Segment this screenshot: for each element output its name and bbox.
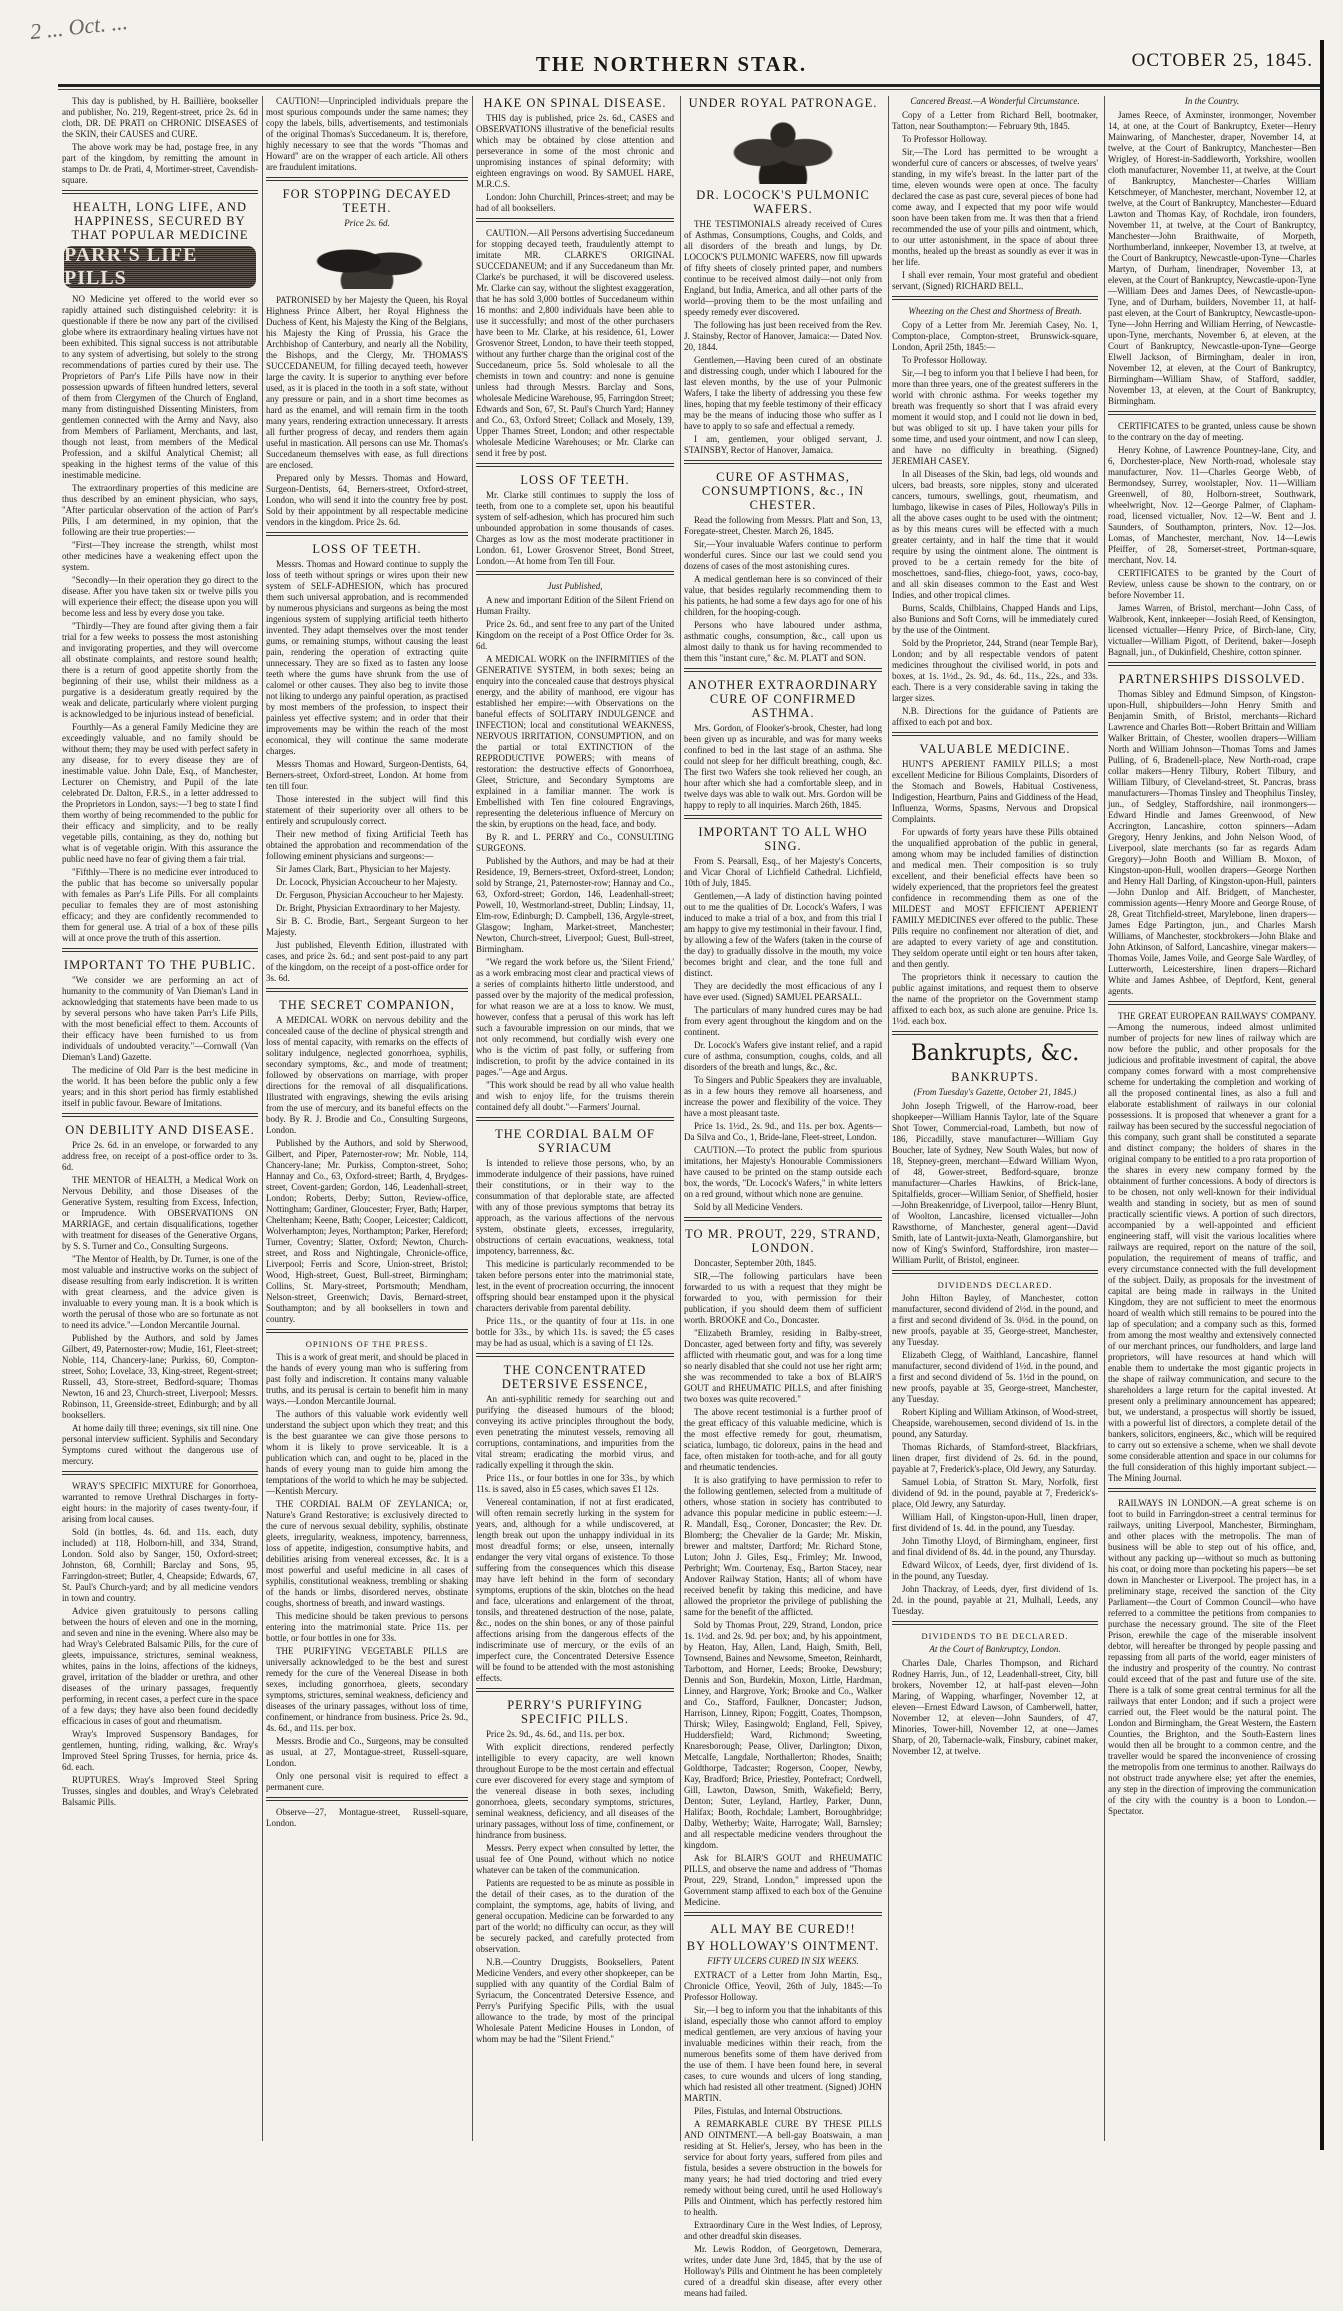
article-paragraph: Price 2s. 6d., and sent free to any part of the United Kingdom on the receipt of a Post Office Order for 3s. 6d. [476, 619, 674, 651]
article-note: (From Tuesday's Gazette, October 21, 1845.) [913, 1087, 1077, 1097]
article [684, 460, 882, 664]
article-heading: PARTNERSHIPS DISSOLVED. [1118, 672, 1306, 686]
article [476, 1688, 674, 2045]
article-heading: LOSS OF TEETH. [520, 473, 630, 487]
article-subheading: BANKRUPTS. [951, 1070, 1039, 1084]
article-paragraph: This medicine is particularly recommended to be taken before persons enter into the matrimonial state, lest, in the event of procreation occurring, the innocent offspring should bear enstamped upon it the physical characters derivable from parental debility. [476, 1259, 674, 1313]
article-paragraph: The extraordinary properties of this medicine are thus described by an eminent physician, who says, "After particular observation of the action of Parr's Pills, I am determined, in my opinion, that the following are their true properties:— [62, 483, 258, 537]
article-paragraph: Dr. Locock's Wafers give instant relief, and a rapid cure of asthma, consumption, coughs, colds, and all disorders of the breath and lungs, &c., &c. [684, 1040, 882, 1072]
article-paragraph: John Thackray, of Leeds, dyer, first dividend of 1s. 2d. in the pound, payable at 21, Mulhall, Leeds, any Tuesday. [892, 1584, 1098, 1616]
article [476, 1117, 674, 1349]
column-2 [266, 96, 468, 1831]
article-separator [892, 1031, 1098, 1035]
article-paragraph: Thomas Sibley and Edmund Simpson, of Kingston-upon-Hull, shipbuilders—John Henry Smith and Benjamin Smith, of Bristol, merchants—Richard Lawrence and Charles Bott—Robert Brittain and William Walker Brittain, of Chester, woollen drapers—William North and William Johnson—Thomas Toms and James Pulling, of 6, Bradenell-place, New North-road, crape collar makers—Henry Tilbury, Robert Tilbury, and William Tilbury, of Cleveland-street, St. Pancras, brass manufacturers—Thomas Tinsley and Theophilus Tinsley, jun., of Sedgley, Staffordshire, nail ironmongers—Edward Hindle and James Greenwood, of New Accrington, Lancashire, cotton spinners—Adam Gregory, Henry Jenkins, and John Nelson Wood, of Liverpool, slate merchants (so far as regards Adam Gregory)—John Booth and William B. Moxon, of Kingston-upon-Hull, woollen drapers—George Northen and Henry Hall Darling, of Kingston-upon-Hull, painters—John Dunlop and Alf. Bridgett, of Manchester, commission agents—Henry Moore and George Rouse, of 28, Great Titchfield-street, Marylebone, linen drapers—James Edge Partington, jun., and Charles Marsh Williams, of Manchester, stockbrokers—John Blake and John Atkinson, of Salford, Lancashire, vinegar makers—Thomas Voile, James Voile, and George Sale Wardley, of Lutterworth, Leicestershire, linen drapers—Richard White and James Ashbee, of Deptford, Kent, general agents. [1108, 689, 1316, 996]
article [892, 1270, 1098, 1617]
article-separator [684, 1912, 882, 1916]
article-paragraph: THE PURIFYING VEGETABLE PILLS are universally acknowledged to be the best and surest remedy for the cure of the Venereal Disease in both sexes, including gonorrhoea, gleets, secondary symptoms, strictures, seminal weakness, deficiency and diseases of the urinary passages, without loss of time, confinement, or hindrance from business. Price 2s. 9d., 4s. 6d., and 11s. per box. [266, 1646, 468, 1733]
article-paragraph: Only one personal visit is required to effect a permanent cure. [266, 1771, 468, 1792]
article-paragraph: Mrs. Gordon, of Flooker's-brook, Chester, had long been given up as incurable, and was for many weeks confined to bed in the last stage of an asthma. She could not sleep for her difficult breathing, cough, &c. The first two Wafers she took relieved her cough, an hour after which she had a comfortable sleep, and in twelve days was able to walk out. Mrs. Gordon will be happy to reply to all inquiries. March 26th, 1845. [684, 723, 882, 810]
article-paragraph: A new and important Edition of the Silent Friend on Human Frailty. [476, 595, 674, 616]
article-paragraph: A REMARKABLE CURE BY THESE PILLS AND OINTMENT.—A bell-gay Boatswain, a man residing at St. Helier's, Jersey, who has been in the service for about forty years, suffered from piles and fistula, besides a severe obstruction in the bowels for many years; he had tried doctoring and tried every remedy without being cured, until he used Holloway's Pills and Ointment, which has perfectly restored him to health. [684, 2119, 882, 2217]
article [1108, 1488, 1316, 1817]
article-separator [476, 218, 674, 222]
column-divider [888, 96, 889, 2141]
article-paragraph: WRAY'S SPECIFIC MIXTURE for Gonorrhoea, warranted to remove Urethral Discharges in forty-eight hours: in the majority of cases twenty-four, if arising from local causes. [62, 1481, 258, 1524]
article-separator [266, 177, 468, 181]
article-paragraph: Doncaster, September 20th, 1845. [694, 1258, 817, 1268]
article-heading: CURE OF ASTHMAS, CONSUMPTIONS, &c., IN CHESTER. [701, 470, 865, 512]
article-paragraph: Sold (in bottles, 4s. 6d. and 11s. each, duty included) at 118, Holborn-hill, and 334, Strand, London. Sold also by Sanger, 150, Oxford-street; Johnston, 68, Cornhill; Barclay and Sons, 95, Farringdon-street; Butler, 4, Cheapside; Edwards, 67, St. Paul's Church-yard; and by all medicine vendors in town and country. [62, 1527, 258, 1603]
column-6 [1108, 96, 1316, 1819]
column-divider [262, 96, 263, 2141]
article-paragraph: With explicit directions, rendered perfectly intelligible to every capacity, are well known throughout Europe to be the most certain and effectual cure ever discovered for every stage and symptom of the venereal disease in both sexes, including gonorrhoea, gleets, secondary symptoms, strictures, seminal weakness, deficiency, and all diseases of the urinary passages, without loss of time, confinement, or hindrance from business. [476, 1742, 674, 1840]
article [892, 1031, 1098, 1266]
article [892, 732, 1098, 1027]
article [62, 1471, 258, 1808]
article-separator [476, 1117, 674, 1121]
article-paragraph: Sir,—The Lord has permitted to be wrought a wonderful cure of cancers or abscesses, of twelve years' standing, in my wife's breast. In the latter part of the time, eleven wounds were open at once. The faculty declared the case as past cure, several pieces of bone had come away, and I expected that my poor wife would soon have been taken from me. It was then that a friend recommended the use of your pills and ointment, which, to our utter astonishment, in the space of about three months, healed up the breast as soundly as ever it was in her life. [892, 147, 1098, 267]
article-paragraph: Henry Kohne, of Lawrence Pountney-lane, City, and 6, Dorchester-place, New North-road, wholesale stay manufacturer, Nov. 11—Charles George Webb, of Bermondsey, Surrey, woolstapler, Nov. 11—William Greenwell, of 80, Holborn-street, Southwark, wheelwright, Nov. 12—George Palmer, of Clapham-road, licensed victualler, Nov. 12—W. Bent and J. Saunders, of Southampton, printers, Nov. 12—Jos. Lomas, of Manchester, merchant, Nov. 14—Lewis Pfeiffer, of 28, Somerset-street, Portman-square, merchant, Nov. 14. [1108, 445, 1316, 565]
article-paragraph: James Warren, of Bristol, merchant—John Cass, of Walbrook, Kent, innkeeper—Josiah Reed, of Kensington, licensed victualler—Henry Price, of Birch-lane, City, victualler—William Pigott, of Deritend, baker—Joseph Bagnall, jun., of Dukinfield, Cheshire, cotton spinner. [1108, 603, 1316, 657]
article [62, 96, 258, 186]
article-paragraph: Patients are requested to be as minute as possible in the detail of their cases, as to the duration of the complaint, the symptoms, age, habits of living, and general occupation. Medicine can be forwarded to any part of the world; no difficulty can occur, as they will be securely packed, and carefully protected from observation. [476, 1878, 674, 1954]
article-paragraph: "Fifthly—There is no medicine ever introduced to the public that has become so universally popular with females as Parr's Life Pills. For all complaints peculiar to females they are of most astonishing efficacy; and they are confidently recommended to them for general use. A trial of a box of these pills will at once prove the truth of this assertion. [62, 867, 258, 943]
newspaper-masthead-title: THE NORTHERN STAR. [535, 52, 808, 76]
article [1108, 411, 1316, 658]
article-paragraph: A medical gentleman here is so convinced of their value, that besides regularly recommending them to his patients, he had some a few days ago for one of his children, for the hooping-cough. [684, 574, 882, 617]
page-edge-border [1320, 40, 1324, 2150]
article-paragraph: "We consider we are performing an act of humanity to the community of Van Dieman's Land in acknowledging that statements have been made to us by several persons who have taken Parr's Life Pills, with the most beneficial effect to them. Accounts of their efficacy have been furnished to us from individuals of undoubted veracity."—Cornwall (Van Dieman's Land) Gazette. [62, 975, 258, 1062]
article-paragraph: "Secondly—In their operation they go direct to the disease. After you have taken six or twelve pills you will experience their effect; the disease upon you will become less and less by every dose you take. [62, 575, 258, 618]
article-paragraph: This is a work of great merit, and should be placed in the hands of every young man who is suffering from past folly and indiscretion. It contains many valuable truths, and its perusal is certain to benefit him in many ways.—London Mercantile Journal. [266, 1352, 468, 1406]
section-label: OPINIONS OF THE PRESS. [305, 1339, 429, 1349]
article-paragraph: Read the following from Messrs. Platt and Son, 13, Foregate-street, Chester. March 26, 1845. [684, 515, 882, 536]
article-paragraph: CERTIFICATES to be granted by the Court of Review, unless cause be shown to the contrary, on or before November 11. [1108, 568, 1316, 600]
article-heading: IMPORTANT TO ALL WHO SING. [698, 825, 868, 853]
article [1108, 662, 1316, 997]
article-paragraph: Is intended to relieve those persons, who, by an immoderate indulgence of their passions, have ruined their constitutions, or in their way to the consummation of that deplorable state, are affected with any of those previous symptoms that betray its approach, as the various affections of the nervous system, obstinate gleets, excesses, irregularity, obstructions of certain evacuations, weakness, total impotency, barrenness, &c. [476, 1158, 674, 1256]
article-heading: Bankrupts, &c. [910, 1041, 1080, 1066]
article-paragraph: "We regard the work before us, the 'Silent Friend,' as a work embracing most clear and practical views of a series of complaints hitherto little understood, and passed over by the majority of the medical profession, for what reason we are at a loss to know. We must, however, confess that a perusal of this work has left such a favourable impression on our minds, that we not only recommend, but cordially wish every one who is the victim of past folly, or suffering from indiscretion, to profit by the advice contained in its pages."—Age and Argus. [476, 957, 674, 1077]
article-paragraph: THE CORDIAL BALM OF ZEYLANICA; or, Nature's Grand Restorative; is exclusively directed to the cure of nervous sexual debility, syphilis, obstinate gleets, irregularity, weakness, impotency, barrenness, loss of appetite, indigestion, consumptive habits, and debilities arising from venereal excesses, &c. It is a most powerful and useful medicine in all cases of syphilis, constitutional weakness, trembling or shaking of the hands or limbs, disordered nerves, obstinate coughs, shortness of breath, and inward wastings. [266, 1499, 468, 1608]
parrs-life-pills-banner: PARR'S LIFE PILLS [64, 246, 256, 288]
article-paragraph: Edward Wilcox, of Leeds, dyer, first dividend of 1s. in the pound, any Tuesday. [892, 1560, 1098, 1581]
issue-date: OCTOBER 25, 1845. [1131, 50, 1313, 71]
article [266, 988, 468, 1325]
article-paragraph: CAUTION.—To protect the public from spurious imitations, her Majesty's Honourable Commissioners have caused to be printed on the stamp outside each box, the words, "Dr. Locock's Wafers," in white letters on a red ground, without which none are genuine. [684, 1145, 882, 1199]
article [892, 1621, 1098, 1757]
article-separator [266, 532, 468, 536]
article [266, 1797, 468, 1829]
article-separator [62, 948, 258, 952]
article-separator [892, 1270, 1098, 1274]
article-paragraph: Venereal contamination, if not at first eradicated, will often remain secretly lurking in the system for years, and, although for a while undiscovered, at length break out upon the unhappy individual in its most dreadful forms; or else, unseen, internally endanger the very vital organs of existence. To those suffering from the consequences which this disease may have left behind in the form of secondary symptoms, eruptions of the skin, blotches on the head and face, ulcerations and enlargement of the throat, tonsils, and threatened destruction of the nose, palate, &c., nodes on the shin bones, or any of those painful affections arising from the dangerous effects of the indiscriminate use of mercury, or the evils of an imperfect cure, the Concentrated Detersive Essence will be found to be attended with the most astonishing effects. [476, 1497, 674, 1683]
article-paragraph: Messrs. Thomas and Howard continue to supply the loss of teeth without springs or wires upon their new system of SELF-ADHESION, which has procured them such universal approbation, and is recommended by numerous physicians and surgeons as being the most ingenious system of supplying artificial teeth hitherto invented. They adapt themselves over the most tender gums, or remaining stumps, without causing the least pain, rendering the operation of extracting quite unnecessary. They are so fixed as to fasten any loose teeth where the gums have shrunk from the use of calomel or other causes. They also beg to invite those not liking to undergo any painful operation, as practised by most members of the profession, to inspect their painless yet effective system; and in order that their improvements may be within the reach of the most economical, they will continue the same moderate charges. [266, 559, 468, 756]
article-paragraph: The following has just been received from the Rev. J. Stainsby, Rector of Hanover, Jamaica:— Dated Nov. 20, 1844. [684, 320, 882, 352]
article-paragraph: They are decidedly the most efficacious of any I have ever used. (Signed) SAMUEL PEARSALL. [684, 981, 882, 1002]
article-paragraph: Price 2s. 6d. in an envelope, or forwarded to any address free, on receipt of a post-office order to 3s. 6d. [62, 1140, 258, 1172]
article-separator [476, 1353, 674, 1357]
article-paragraph: At home daily till three; evenings, six till nine. One personal interview sufficient. Syphilis and Secondary Symptoms cured without the dangerous use of mercury. [62, 1423, 258, 1466]
article-paragraph: HUNT'S APERIENT FAMILY PILLS; a most excellent Medicine for Bilious Complaints, Disorders of the Stomach and Bowels, Habitual Costiveness, Indigestion, Heartburn, Pains and Giddiness of the Head, Influenza, Worms, Spasms, Nervous and Dropsical Complaints. [892, 759, 1098, 824]
article [266, 1329, 468, 1793]
article-heading: ANOTHER EXTRAORDINARY CURE OF CONFIRMED ASTHMA. [687, 678, 879, 720]
article-paragraph: SIR,—The following particulars have been forwarded to us with a request that they might be forwarded to you, with permission for their publication, if you should deem them of sufficient worth. BROOKE and Co., Doncaster. [684, 1271, 882, 1325]
article-paragraph: The authors of this valuable work evidently well understand the subject upon which they treat; and this is the best guarantee we can give those persons to whom it is likely to prove serviceable. It is a publication which can, and ought to be, placed in the hands of every young man to guide him among the temptations of the world to which he may be subjected.—Kentish Mercury. [266, 1409, 468, 1496]
article-paragraph: A MEDICAL WORK on the INFIRMITIES of the GENERATIVE SYSTEM, in both sexes; being an enquiry into the concealed cause that destroys physical energy, and the ability of manhood, ere vigour has established her empire:—with Observations on the baneful effects of SOLITARY INDULGENCE and INFECTION; local and constitutional WEAKNESS, NERVOUS IRRITATION, CONSUMPTION, and on the partial or total EXTINCTION of the REPRODUCTIVE POWERS; with means of restoration: the destructive effects of Gonorrhoea, Gleet, Stricture, and Secondary Symptoms are explained in a familiar manner. The work is Embellished with Ten fine coloured Engravings, representing the deleterious influence of Mercury on the skin, by eruptions on the head, face, and body. [476, 654, 674, 829]
article-paragraph: Price 1s. 1½d., 2s. 9d., and 11s. per box. Agents—Da Silva and Co., 1, Bride-lane, Fleet-street, London. [684, 1121, 882, 1142]
article-paragraph: Copy of a Letter from Mr. Jeremiah Casey, No. 1, Compton-place, Compton-street, Brunswick-square, London, April 25th, 1845:— [892, 320, 1098, 352]
article-note: Price 2s. 6d. [344, 218, 390, 228]
article-paragraph: I shall ever remain, Your most grateful and obedient servant, (Signed) RICHARD BELL. [892, 270, 1098, 291]
article-paragraph: Thomas Richards, of Stamford-street, Blackfriars, linen draper, first dividend of 2s. 6d. in the pound, payable at 7, Frederick's-place, Old Jewry, any Saturday. [892, 1442, 1098, 1474]
article-heading: HAKE ON SPINAL DISEASE. [483, 96, 667, 110]
article-paragraph: Prepared only by Messrs. Thomas and Howard, Surgeon-Dentists, 64, Berners-street, Oxford-street, London, who will send it into the country free by post. Sold by their appointment by all respectable medicine vendors in the kingdom. Price 2s. 6d. [266, 473, 468, 527]
article-heading: ALL MAY BE CURED!! [710, 1922, 856, 1936]
article [684, 1217, 882, 1908]
article-paragraph: Fourthly—As a general Family Medicine they are exceedingly valuable, and no family should be without them; they may be used with perfect safety in any disease, for to every disease they are of inestimable value. John Dale, Esq., of Manchester, Lecturer on Chemistry, and Pupil of the late celebrated Dr. Dalton, F.R.S., in a letter addressed to the Proprietors in London, says:—'I beg to state I find them worthy of being recommended to the public for their efficacy and simplicity, and to be really vegetable pills, containing, as they do, nothing but what is of vegetable origin. With this assurance the public need have no fear of giving them a fair trial. [62, 722, 258, 864]
article [684, 1912, 882, 2299]
column-4 [684, 96, 882, 2301]
article-paragraph: Sir,—I beg to inform you that the inhabitants of this island, especially those who cannot afford to employ medical gentlemen, are very anxious of having your invaluable medicines within their reach, from the numerous benefits some of them have derived from the use of them. I have been found here, in several cases, to cure wounds and ulcers of long standing, which had resisted all other treatment. (Signed) JOHN MARTIN. [684, 2005, 882, 2103]
royal-crest-icon [728, 114, 838, 184]
article-paragraph: Gentlemen,—Having been cured of an obstinate and distressing cough, under which I laboured for the last eleven months, by the use of your Pulmonic Wafers, I take the liberty of addressing you these few lines, hoping that my feeble testimony of their efficacy may be the means of inducing those who suffer as I have to apply to so safe and effectual a remedy. [684, 355, 882, 431]
article-paragraph: Elizabeth Clegg, of Waithland, Lancashire, flannel manufacturer, second dividend of 1½d. in the pound, and a first and second dividend of 5s. 1½d in the pound, on new proofs, payable at 35, George-street, Manchester, any Tuesday. [892, 1350, 1098, 1404]
article-subheading: BY HOLLOWAY'S OINTMENT. [686, 1939, 880, 1953]
article [892, 96, 1098, 292]
article [266, 532, 468, 984]
article-paragraph: "Elizabeth Bramley, residing in Balby-street, Doncaster, aged between forty and fifty, was severely afflicted with rheumatic gout, and was for a long time so nearly disabled that she could not use her right arm; she was recommended to take a box of BLAIR'S GOUT and RHEUMATIC PILLS, and after finishing two boxes was quite recovered." [684, 1328, 882, 1404]
article-separator [62, 190, 258, 194]
article-separator [684, 815, 882, 819]
article-paragraph: Mr. Lewis Roddon, of Georgetown, Demerara, writes, under date June 3rd, 1845, that by the use of Holloway's Pills and Ointment he has been completely cured of a dreadful skin disease, after every other means had failed. [684, 2244, 882, 2298]
article-paragraph: Observe—27, Montague-street, Russell-square, London. [266, 1807, 468, 1828]
article [62, 1113, 258, 1467]
section-label: DIVIDENDS TO BE DECLARED. [921, 1631, 1069, 1641]
article-paragraph: Advice given gratuitously to persons calling between the hours of eleven and one in the morning, and seven and nine in the evening. Where also may be had Wray's Celebrated Balsamic Pills, for the cure of gleets, impuissance, strictures, seminal weakness, whites, pains in the loins, affections of the kidneys, gravel, irritation of the bladder or urethra, and other diseases of the urinary passages, frequently performing, in recent cases, a perfect cure in the space of a few days; they have also been found decidedly efficacious in cases of gout and rheumatism. [62, 1606, 258, 1726]
article-paragraph: The medicine of Old Parr is the best medicine in the world. It has been before the public only a few years; and in this short period has firmly established itself in public favour. Beware of Imitations. [62, 1065, 258, 1108]
column-3 [476, 96, 674, 2047]
article-paragraph: THE GREAT EUROPEAN RAILWAYS' COMPANY.—Among the numerous, indeed almost unlimited number of projects for new lines of railway which are now before the public, and other proposals for the judicious and profitable investment of capital, the above company comes forward with a most comprehensive scheme for undertaking the completion and working of all the proposed continental lines, as also a full and elaborate establishment of railways in our colonial possessions. It is proposed that whenever a grant for a railway has been secured by the successful negociation of this company, such grant shall be constituted a separate and distinct company; the holders of shares in the original company to be entitled to a pro rata proportion of the shares in every new company formed by the obtainment of further concessions. A body of directors is to be chosen, not only well-known for their individual wealth and standing in society, but as men of sound practically scientific views. A portion of such directors, accompanied by a well-appointed and efficient engineering staff, will visit the various localities where railways are required, report on the nature of the soil, population, the requirement of means of traffic, and every circumstance connected with the full development of the subject. Daily, as proposals for the investment of capital are being made in railways in the United Kingdom, they are not sufficient to meet the enormous hoard of wealth which still remains to be poured into the lap of speculation; and a company such as this, formed from among the most wealthy and extensively connected of our merchant princes, our fundholders, and large land proprietors, will have resources at hand which will enable them to undertake the most gigantic projects in the shape of railway communication, and secure to the shareholders a large return for the capital invested. At present only a preliminary announcement has appeared; but, we understand, a prospectus will shortly be issued, with a powerful list of directors, a complete detail of the bankers, solicitors, engineers, &c., which will be required to carry out so extensive a scheme, when we shall devote some considerable attention and space in our columns for the full consideration of this highly important subject.—The Mining Journal. [1108, 1011, 1316, 1483]
section-label: DIVIDENDS DECLARED. [937, 1280, 1053, 1290]
article-separator [1108, 1488, 1316, 1492]
article [62, 190, 258, 944]
article-paragraph: Price 2s. 9d., 4s. 6d., and 11s. per box. [486, 1729, 625, 1739]
article-paragraph: Published by the Authors, and sold by James Gilbert, 49, Paternoster-row; Mudie, 161, Fleet-street; Noble, 114, Chancery-lane; Purkiss, 60, Compton-street, Soho; Lovelace, 33, King-street, Regent-street; Russell, 43, Store-street, Bedford-square; Thomas Newton, 16 and 23, Church-street, Liverpool; Messrs. Robinson, 11, Greenside-street, Edinburgh; and by all booksellers. [62, 1333, 258, 1420]
masthead-rule-thin [58, 89, 1320, 90]
article-separator [684, 668, 882, 672]
article-separator [476, 571, 674, 575]
article-paragraph: John Timothy Lloyd, of Birmingham, engineer, first and final dividend of 8s. 4d. in the pound, any Thursday. [892, 1536, 1098, 1557]
article-paragraph: This day is published, by H. Baillière, bookseller and publisher, No. 219, Regent-street, price 2s. 6d in cloth, DR. DE PRATI on CHRONIC DISEASES of the SKIN, their CAUSES and CURE. [62, 96, 258, 139]
article-paragraph: Those interested in the subject will find this statement of their superiority over all others to be entirely and scrupulously correct. [266, 794, 468, 826]
article-paragraph: It is also gratifying to have permission to refer to the following gentlemen, selected from a multitude of others, whose station in society has contributed to advance this popular medicine in public esteem:—J. R. Mandall, Esq., Coroner, Doncaster; the Rev. Dr. Blomberg; the Chevalier de la Garde; Mr. Miskin, brewer and maltster, Dartford; Mr. Richard Stone, Luton; John J. Giles, Esq., Frimley; Mr. Inwood, Perbright; Wm. Courtenay, Esq., Barton Stacey, near Andover Railway Station, Hants; all of whom have received benefit by taking this medicine, and have allowed the proprietor the privilege of publishing the same for the benefit of the afflicted. [684, 1475, 882, 1617]
article-paragraph: Sold by the Proprietor, 244, Strand (near Temple Bar), London; and by all respectable vendors of patent medicines throughout the civilised world, in pots and boxes, at 1s. 1½d., 2s. 9d., 4s. 6d., 11s., 22s., and 33s. each. There is a very considerable saving in taking the larger sizes. [892, 638, 1098, 703]
article-paragraph: Messrs Thomas and Howard, Surgeon-Dentists, 64, Berners-street, Oxford-street, London. At home from ten till four. [266, 759, 468, 791]
article [1108, 96, 1316, 407]
article-paragraph: John Joseph Trigwell, of the Harrow-road, beer shopkeeper—William Hannis Taylor, late of the Square Shot Tower, Commercial-road, Lambeth, but now of 186, Piccadilly, stave manufacturer—William Guy Boucher, late of Sydney, New South Wales, but now of 18, Stepney-green, merchant—Edward William Wyon, of 48, Gower-street, Bedford-square, bronze manufacturer—Charles Hawkins, of Brick-lane, Spitalfields, grocer—William Senior, of Sheffield, hosier—John Breakenridge, of Liverpool, tailor—Henry Blunt, of Woolton, Lancashire, licensed victualler—John Rawsthorne, of Manchester, general agent—David Smith, late of Lantwit-juxta-Neath, Glamorganshire, but now of King's Swinford, Staffordshire, iron master—William Purlit, of Bristol, engineer. [892, 1101, 1098, 1265]
article-subheading: DR. LOCOCK'S PULMONIC WAFERS. [696, 188, 870, 216]
column-divider [680, 96, 681, 2141]
column-5 [892, 96, 1098, 1759]
article-note: FIFTY ULCERS CURED IN SIX WEEKS. [707, 1956, 859, 1966]
article-heading: ON DEBILITY AND DISEASE. [65, 1123, 255, 1137]
article-paragraph: N.B.—Country Druggists, Booksellers, Patent Medicine Venders, and every other shopkeeper, can be supplied with any quantity of the Cordial Balm of Syriacum, the Concentrated Detersive Essence, and Perry's Purifying Specific Pills, with the usual allowance to the trade, by most of the principal Wholesale Patent Medicine Houses in London, of whom may be had the "Silent Friend." [476, 1957, 674, 2044]
article-paragraph: Dr. Bright, Physician Extraordinary to her Majesty. [276, 903, 461, 913]
article [476, 1353, 674, 1684]
article-paragraph: An anti-syphilitic remedy for searching out and purifying the diseased humours of the blood; conveying its active principles throughout the body, even penetrating the minutest vessels, removing all corruptions, contaminations, and impurities from the vital stream; eradicating the morbid virus, and radically expelling it through the skin. [476, 1394, 674, 1470]
article-heading: In the Country. [1184, 96, 1240, 106]
handwritten-annotation: 2 ... Oct. ... [28, 8, 129, 45]
article [892, 296, 1098, 728]
article-separator [1108, 1001, 1316, 1005]
article-paragraph: Persons who have laboured under asthma, asthmatic coughs, consumption, &c., call upon us almost daily to thank us for having recommended to them this "instant cure," &c. M. PLATT and SON. [684, 620, 882, 663]
article-paragraph: Sir,—I beg to inform you that I believe I had been, for more than three years, one of the greatest sufferers in the world with chronic asthma. For weeks together my breath was frequently so short that I was afraid every moment it would stop, and I could not lie down in bed, but was obliged to sit up. I have taken your pills for some time, and used your ointment, and now I can sleep, and have no difficulty in breathing. (Signed) JEREMIAH CASEY. [892, 368, 1098, 466]
article-paragraph: London: John Churchill, Princes-street; and may be had of all booksellers. [476, 192, 674, 213]
article-paragraph: Robert Kipling and William Atkinson, of Wood-street, Cheapside, warehousemen, second dividend of 1s. in the pound, any Saturday. [892, 1407, 1098, 1439]
article-paragraph: "First—They increase the strength, whilst most other medicines have a weakening effect upon the system. [62, 540, 258, 572]
article-paragraph: EXTRACT of a Letter from John Martin, Esq., Chronicle Office, Yeovil, 26th of July, 1845:—To Professor Holloway. [684, 1970, 882, 2002]
article-heading: THE SECRET COMPANION, [279, 998, 455, 1012]
article-paragraph: William Hall, of Kingston-upon-Hull, linen draper, first dividend of 1s. 4d. in the pound, any Tuesday. [892, 1512, 1098, 1533]
article-paragraph: Their new method of fixing Artificial Teeth has obtained the approbation and recommendation of the following eminent physicians and surgeons:— [266, 829, 468, 861]
article [476, 96, 674, 214]
column-divider [472, 96, 473, 2141]
article-paragraph: Sir B. C. Brodie, Bart., Sergeant Surgeon to her Majesty. [266, 916, 468, 937]
article-paragraph: Extraordinary Cure in the West Indies, of Leprosy, and other dreadful skin diseases. [684, 2220, 882, 2241]
article-paragraph: Piles, Fistulas, and Internal Obstructions. [694, 2106, 843, 2116]
column-1 [62, 96, 258, 1810]
article-paragraph: To Professor Holloway. [902, 134, 988, 144]
article-separator [266, 988, 468, 992]
article-paragraph: PATRONISED by her Majesty the Queen, his Royal Highness Prince Albert, her Royal Highness the Duchess of Kent, his Majesty the King of the Belgians, his Majesty the King of Prussia, his Grace the Archbishop of Canterbury, and nearly all the Nobility, the Bishops, and the Clergy, Mr. THOMAS'S SUCCEDANEUM, for filling decayed teeth, however large the cavity. It is superior to anything ever before used, as it is placed in the tooth in a soft state, without any pressure or pain, and in a short time becomes as hard as the enamel, and will remain firm in the tooth many years, rendering extraction unnecessary. It arrests all further progress of decay, and renders them again useful in mastication. All persons can use Mr. Thomas's Succedaneum themselves with ease, as full directions are enclosed. [266, 295, 468, 470]
article-paragraph: Price 11s., or the quantity of four at 11s. in one bottle for 33s., by which 11s. is saved; the £5 cases may be had as usual, which is a saving of £1 12s. [476, 1316, 674, 1348]
article [266, 96, 468, 173]
article-paragraph: The above work may be had, postage free, in any part of the kingdom, by remitting the amount in stamps to Dr. de Prati, 4, Mortimer-street, Cavendish-square. [62, 142, 258, 185]
article-paragraph: The above recent testimonial is a further proof of the great efficacy of this valuable medicine, which is the most effective remedy for gout, rheumatism, sciatica, lumbago, tic doloreux, pains in the head and face, often mistaken for tooth-ache, and for all gouty and rheumatic tendencies. [684, 1407, 882, 1472]
article-heading: PERRY'S PURIFYING SPECIFIC PILLS. [507, 1698, 643, 1726]
article-paragraph: RAILWAYS IN LONDON.—A great scheme is on foot to build in Farringdon-street a central terminus for railways, uniting Liverpool, Manchester, Birmingham, and other places with the metropolis. The man of business will be able to step out of his office, and, without any packing up—without so much as buttoning his coat, or doing more than pocketing his papers—be set down in Manchester or Liverpool. The project has, in a preliminary stage, received the sanction of the City Parliament—the Court of Common Council—who have referred to a committee the petitions from companies to purchase the necessary ground. The site of the Fleet Prison, erewhile the cage of the miserable insolvent debtor, will hereafter be thronged by people passing and repassing from all parts of the world, eager ministers of the industry and prosperity of the country. No contrast could exceed that of the past and future use of the site. There is a talk of some great central terminus for all the railways that enter London; and if such a project were carried out, the Fleet would be the natural point. The London and Birmingham, the Great Western, the Eastern Counties, the Brighton, and the South-Eastern lines would then all be brought to a common centre, and the traveller would be spared the inconvenience of crossing the metropolis from one terminus to another. Railways do not obstruct trade anywhere else; yet after the enemies, any step in the direction of improving the communication of the city with the country is a boon to London.—Spectator. [1108, 1498, 1316, 1816]
article-note: Just Published, [547, 581, 603, 591]
article-heading: Cancered Breast.—A Wonderful Circumstance. [910, 96, 1080, 106]
article [476, 463, 674, 567]
article-paragraph: THIS day is published, price 2s. 6d., CASES and OBSERVATIONS illustrative of the beneficial results which may be obtained by close attention and perseverance in some of the most chronic and unpromising instances of spinal deformity; with eighteen engravings on wood. By SAMUEL HARE, M.R.C.S. [476, 113, 674, 189]
article-separator [892, 1621, 1098, 1625]
article-paragraph: Just published, Eleventh Edition, illustrated with cases, and price 2s. 6d.; and sent post-paid to any part of the kingdom, on the receipt of a post-office order for 3s. 6d. [266, 940, 468, 983]
article-paragraph: In all Diseases of the Skin, bad legs, old wounds and ulcers, bad breasts, sore nipples, stony and ulcerated cancers, tumours, swellings, gout, rheumatism, and lumbago, likewise in cases of Piles, Holloway's Pills in all the above cases ought to be used with the ointment; as by this means cures will be effected with a much greater certainty, and in half the time that it would require by using the ointment alone. The ointment is proved to be a certain remedy for the bite of moschettoes, sand-flies, chiego-foot, yaws, coco-bay, and all skin diseases common to the East and West Indies, and other tropical climes. [892, 469, 1098, 600]
article-paragraph: "The Mentor of Health, by Dr. Turner, is one of the most valuable and instructive works on the subject of disease resulting from early indiscretion. It is written with great clearness, and the advice given is invaluable to every young man. It is a book which is worth the perusal of those who are so fortunate as not to need its advice."—London Mercantile Journal. [62, 1254, 258, 1330]
article-heading: UNDER ROYAL PATRONAGE. [688, 96, 878, 110]
article-separator [1108, 662, 1316, 666]
article-heading: HEALTH, LONG LIFE, AND HAPPINESS, SECURED BY THAT POPULAR MEDICINE [71, 200, 249, 242]
article-paragraph: Sold by Thomas Prout, 229, Strand, London, price 1s. 1½d. and 2s. 9d. per box; and, by his appointment, by Heaton, Hay, Allen, Land, Haigh, Smith, Bell, Townsend, Baines and Newsome, Smeeton, Reinhardt, Tarbottom, and Horner, Leeds; Brooke, Dewsbury; Dennis and Son, Burdekin, Moxon, Little, Hardman, Linney, and Hargrove, York; Brooke and Co., Walker and Co., Stafford, Faulkner, Doncaster; Judson, Harrison, Linney, Ripon; Foggitt, Coates, Thompson, Thirsk; Wiley, Easingwold; England, Fell, Spivey, Huddersfield; Ward, Richmond; Sweeting, Knaresborough; Pease, Oliver, Darlington; Dixon, Metcalfe, Langdale, Northallerton; Rhodes, Snaith; Goldthorpe, Tadcaster; Rogerson, Cooper, Newby, Kay, Bradford; Brice, Priestley, Pontefract; Cordwell, Gill, Lawton, Dawson, Smith, Wakefield; Berry, Denton; Suter, Leyland, Hartley, Parker, Dunn, Halifax; Booth, Rochdale; Lambert, Boroughbridge; Dalby, Wetherby; Waite, Harrogate; Wall, Barnsley; and all respectable medicine venders throughout the kingdom. [684, 1620, 882, 1850]
article-paragraph: Mr. Clarke still continues to supply the loss of teeth, from one to a complete set, upon his beautiful system of self-adhesion, which has procured him such unbounded approbation in some thousands of cases. Charges as low as the most moderate practitioner in London. 61, Lower Grosvenor Street, Bond Street, London.—At home from Ten till Four. [476, 490, 674, 566]
article [476, 571, 674, 1113]
article-paragraph: THE TESTIMONIALS already received of Cures of Asthmas, Consumptions, Coughs, and Colds, and all disorders of the breath and lungs, by Dr. LOCOCK'S PULMONIC WAFERS, now fill upwards of fifty sheets of closely printed paper, and numbers continue to be received almost daily—not only from England, but India, America, and all other parts of the world—proving them to be the most unfailing and speedy remedy ever discovered. [684, 219, 882, 317]
article-separator [684, 1217, 882, 1221]
article-separator [266, 1329, 468, 1333]
article-paragraph: John Hilton Bayley, of Manchester, cotton manufacturer, second dividend of 2½d. in the pound, and a first and second dividend of 3s. 0½d. in the pound, on new proofs, payable at 35, George-street, Manchester, any Tuesday. [892, 1293, 1098, 1347]
article-paragraph: "Thirdly—They are found after giving them a fair trial for a few weeks to possess the most astonishing and invigorating properties, and they will overcome all obstinate complaints, and restore sound health; there is a return of good appetite shortly from the beginning of their use, whilst their mildness as a purgative is a desideratum greatly required by the weak and delicate, particularly where violent purging is acknowledged to be injurious instead of beneficial. [62, 621, 258, 719]
article-paragraph: Samuel Lobia, of Stratton St. Mary, Norfolk, first dividend of 9d. in the pound, payable at 7, Frederick's-place, Old Jewry, any Saturday. [892, 1477, 1098, 1509]
article-paragraph: "This work should be read by all who value health and wish to enjoy life, for the truisms therein contained defy all doubt."—Farmers' Journal. [476, 1080, 674, 1112]
article-paragraph: This medicine should be taken previous to persons entering into the matrimonial state. Price 11s. per bottle, or four bottles in one for 33s. [266, 1611, 468, 1643]
article-paragraph: Copy of a Letter from Richard Bell, bootmaker, Tatton, near Southampton:— February 9th, 1845. [892, 110, 1098, 131]
article-separator [62, 1471, 258, 1475]
article-separator [266, 1797, 468, 1801]
article-paragraph: To Professor Holloway. [902, 355, 988, 365]
article-separator [892, 296, 1098, 300]
article-paragraph: Ask for BLAIR'S GOUT and RHEUMATIC PILLS, and observe the name and address of "Thomas Prout, 229, Strand, London," impressed upon the Government stamp affixed to each box of the Genuine Medicine. [684, 1853, 882, 1907]
article-separator [1108, 411, 1316, 415]
article-heading: THE CONCENTRATED DETERSIVE ESSENCE, [501, 1363, 649, 1391]
article-separator [892, 732, 1098, 736]
article [1108, 1001, 1316, 1484]
article-paragraph: Dr. Locock, Physician Accoucheur to her Majesty. [276, 877, 458, 887]
engraving-illustration [307, 233, 427, 289]
article-heading: IMPORTANT TO THE PUBLIC. [63, 958, 257, 972]
article-separator [476, 1688, 674, 1692]
article-paragraph: Sir,—Your invaluable Wafers continue to perform wonderful cures. Since our last we could send you dozens of cases of the most astonishing cures. [684, 539, 882, 571]
article-paragraph: From S. Pearsall, Esq., of her Majesty's Concerts, and Vicar Choral of Lichfield Cathedral. Lichfield, 10th of July, 1845. [684, 856, 882, 888]
article-separator [684, 460, 882, 464]
article-paragraph: CAUTION!—Unprincipled individuals prepare the most spurious compounds under the same names; they copy the labels, bills, advertisements, and testimonials of the original Thomas's Succedaneum. It is, therefore, highly necessary to see that the words "Thomas and Howard" are on the wrapper of each article. All others are fraudulent imitations. [266, 96, 468, 172]
article [266, 177, 468, 528]
article-paragraph: NO Medicine yet offered to the world ever so rapidly attained such distinguished celebrity: it is questionable if there be now any part of the civilised globe where its extraordinary healing virtues have not been exhibited. This signal success is not attributable to any system of advertising, but solely to the strong recommendations of parties cured by their use. The Proprietors of Parr's Life Pills have now in their possession upwards of fifteen hundred letters, several of them from Clergymen of the Church of England, many from distinguished Dissenting Ministers, from gentlemen connected with the Army and Navy, also from Members of Parliament, Merchants, and last, though not least, from members of the Medical Profession, and a skilful Analytical Chemist; all speaking in the highest terms of the value of this inestimable medicine. [62, 294, 258, 480]
article-heading: VALUABLE MEDICINE. [919, 742, 1071, 756]
article-paragraph: Price 11s., or four bottles in one for 33s., by which 11s. is saved, also in £5 cases, which saves £1 12s. [476, 1473, 674, 1494]
article-paragraph: Messrs. Brodie and Co., Surgeons, may be consulted as usual, at 27, Montague-street, Russell-square, London. [266, 1736, 468, 1768]
article-paragraph: By R. and L. PERRY and Co., CONSULTING SURGEONS. [476, 832, 674, 853]
article [684, 815, 882, 1213]
article-paragraph: Sir James Clark, Bart., Physician to her Majesty. [276, 864, 451, 874]
article-paragraph: I am, gentlemen, your obliged servant, J. STAINSBY, Rector of Hanover, Jamaica. [684, 434, 882, 455]
article-heading: THE CORDIAL BALM OF SYRIACUM [495, 1127, 655, 1155]
article-note: At the Court of Bankruptcy, London. [929, 1644, 1061, 1654]
article [684, 96, 882, 456]
article-paragraph: James Reece, of Axminster, ironmonger, November 14, at one, at the Court of Bankruptcy, Exeter—Henry Mainwaring, of Manchester, draper, November 14, at twelve, at the Court of Bankruptcy, Manchester—Ben Wrigley, of Horest-in-Saddleworth, Yorkshire, woollen cloth manufacturer, November 11, at twelve, at the Court of Bankruptcy, Manchester—Charles William Ketschmeyer, of Manchester, merchant, November 12, at twelve, at the Court of Bankruptcy, Manchester—Eduard Lawton and Thomas Kay, of Rochdale, iron founders, November 11, at twelve, at the Court of Bankruptcy, Manchester—John Braithwaite, of Morpeth, Northumberland, innkeeper, November 13, at twelve, at the Court of Bankruptcy, Newcastle-upon-Tyne—Charles Martyn, of Durham, linendraper, November 13, at eleven, at the Court of Bankruptcy, Newcastle-upon-Tyne—William Dees and James Dees, of Newcastle-upon-Tyne, and of Durham, builders, November 11, at half-past eleven, at the Court of Bankruptcy, Newcastle-upon-Tyne—John Herring and William Herring, of Newcastle-upon-Tyne, merchants, November 6, at eleven, at the Court of Bankruptcy, Newcastle-upon-Tyne—George Elwell Jackson, of Birmingham, dealer in iron, November 12, at eleven, at the Court of Bankruptcy, Birmingham—William Shaw, of Stafford, saddler, November 13, at eleven, at the Court of Bankruptcy, Birmingham. [1108, 110, 1316, 406]
article-heading: Wheezing on the Chest and Shortness of Breath. [908, 306, 1082, 316]
article-paragraph: Dr. Ferguson, Physician Accoucheur to her Majesty. [276, 890, 464, 900]
article-paragraph: Sold by all Medicine Venders. [694, 1202, 803, 1212]
article [476, 218, 674, 459]
article-paragraph: Published by the Authors, and may be had at their Residence, 19, Berners-street, Oxford-street, London; sold by Strange, 21, Paternoster-row; Hannay and Co., 63, Oxford-street; Gordon, 146, Leadenhall-street; Powell, 10, Westmorland-street, Dublin; Lindsay, 11, Elm-row, Edinburgh; D. Campbell, 136, Argyle-street, Glasgow; Ingham, Market-street, Manchester; Newton, Church-street, Liverpool; Guest, Bull-street, Birmingham. [476, 856, 674, 954]
article-heading: FOR STOPPING DECAYED TEETH. [282, 187, 452, 215]
article [684, 668, 882, 811]
article-paragraph: For upwards of forty years have these Pills obtained the unqualified approbation of the public in general, among whom may be included families of distinction and medical men. Their composition is so truly excellent, and their beneficial effects have been so widely experienced, that the proprietors feel the greatest confidence in recommending them as one of the MILDEST and MOST EFFICIENT APERIENT FAMILY MEDICINES ever offered to the public. These Pills require no confinement nor alteration of diet, and are adapted to every variety of age and constitution. They seldom operate until eight or ten hours after taken, and then gently. [892, 827, 1098, 969]
article [62, 948, 258, 1109]
article-separator [62, 1113, 258, 1117]
article-paragraph: Messrs. Perry expect when consulted by letter, the usual fee of One Pound, without which no notice whatever can be taken of the communication. [476, 1843, 674, 1875]
article-paragraph: N.B. Directions for the guidance of Patients are affixed to each pot and box. [892, 706, 1098, 727]
article-paragraph: The proprietors think it necessary to caution the public against imitations, and request them to observe the name of the proprietor on the Government stamp affixed to each box, as such alone are genuine. Price 1s. 1½d. each box. [892, 972, 1098, 1026]
article-paragraph: Gentlemen,—A lady of distinction having pointed out to me the qualities of Dr. Locock's Wafers, I was induced to make a trial of a box, and from this trial I am happy to give my testimonial in their favour. I find, by allowing a few of the Wafers (taken in the course of the day) to gradually dissolve in the mouth, my voice becomes bright and clear, and the tone full and distinct. [684, 891, 882, 978]
article-paragraph: CERTIFICATES to be granted, unless cause be shown to the contrary on the day of meeting. [1108, 421, 1316, 442]
article-paragraph: Wray's Improved Suspensory Bandages, for gentlemen, hunting, riding, walking, &c. Wray's Improved Steel Spring Trusses, for hernia, price 4s. 6d. each. [62, 1729, 258, 1772]
article-paragraph: The particulars of many hundred cures may be had from every agent throughout the kingdom and on the continent. [684, 1005, 882, 1037]
article-paragraph: Burns, Scalds, Chilblains, Chapped Hands and Lips, also Bunions and Soft Corns, will be immediately cured by the use of the Ointment. [892, 603, 1098, 635]
article-paragraph: Published by the Authors, and sold by Sherwood, Gilbert, and Piper, Paternoster-row; Mr. Noble, 114, Chancery-lane; Mr. Purkiss, Compton-street, Soho; Hannay and Co., 63, Oxford-street; Barth, 4, Brydges-street, Covent-garden; Gordon, 146, Leadenhall-street, London; Roberts, Derby; Sutton, Review-office, Nottingham; Gardiner, Gloucester; Fryer, Bath; Harper, Cheltenham; Keene, Bath; Cooper, Leicester; Caldicott, Wolverhampton; Jeyes, Northampton; Parker, Hereford; Turner, Coventry; Slatter, Oxford; Newton, Church-street, and Ross and Nightingale, Chronicle-office, Liverpool; Ferris and Score, Union-street, Bristol; Wood, High-street, Guest, Bull-street, Birmingham; Collins, St. Mary-street, Portsmouth; Mendham, Nelson-street, Greenwich; Davis, Bernard-street, Southampton; and by all booksellers in town and country. [266, 1138, 468, 1324]
article-paragraph: Charles Dale, Charles Thompson, and Richard Rodney Harris, Jun., of 12, Leadenhall-street, City, bill brokers, November 12, at half-past eleven—John Maring, of Wapping, wharfinger, November 12, at eleven—Ernest Edward Lawson, of Camberwell, hatter, November 12, at eleven—John Saunders, of 47, Minories, Tower-hill, November 12, at one—James Sharp, of 20, Tabernacle-walk, Finsbury, cabinet maker, November 12, at twelve. [892, 1658, 1098, 1756]
article-heading: TO MR. PROUT, 229, STRAND, LONDON. [685, 1227, 881, 1255]
article-paragraph: To Singers and Public Speakers they are invaluable, as in a few hours they remove all hoarseness, and increase the power and flexibility of the voice. They have a most pleasant taste. [684, 1075, 882, 1118]
article-heading: LOSS OF TEETH. [312, 542, 422, 556]
masthead-rule [58, 84, 1320, 87]
article-paragraph: A MEDICAL WORK on nervous debility and the concealed cause of the decline of physical strength and loss of mental capacity, with remarks on the effects of solitary indulgence, neglected gonorrhoea, syphilis, secondary symptoms, &c., and mode of treatment; followed by observations on marriage, with proper directions for the removal of all disqualifications. Illustrated with engravings, shewing the evils arising from the use of mercury, and its baneful effects on the body. By R. J. Brodie and Co., Consulting Surgeons, London. [266, 1015, 468, 1135]
article-paragraph: RUPTURES. Wray's Improved Steel Spring Trusses, singles and doubles, and Wray's Celebrated Balsamic Pills. [62, 1775, 258, 1807]
article-paragraph: CAUTION.—All Persons advertising Succedaneum for stopping decayed teeth, fraudulently attempt to imitate MR. CLARKE'S ORIGINAL SUCCEDANEUM; and if any Succedaneum than Mr. Clarke's be purchased, it will be discovered useless. Mr. Clarke can say, without the slightest exaggeration, that he has sold 3,000 bottles of Succedaneum within 16 months: and 2,800 individuals have been able to use it successfully; and most of the other purchasers have been to Mr. Clarke, at his residence, 61, Lower Grosvenor Street, London, to have their teeth stopped, without any further charge than the original cost of the Succedaneum, price 5s. Sold wholesale to all the chemists in town and country: and none is genuine unless had through Messrs. Barclay and Sons, wholesale Medicine Warehouse, 95, Farringdon Street; Edwards and Son, 67, St. Paul's Church Yard; Hanney and Co., 63, Oxford Street; Collack and Mosely, 139, Upper Thames Street, London; and other respectable wholesale Medicine Warehouses; or Mr. Clarke can send it free by post. [476, 228, 674, 458]
article-separator [476, 463, 674, 467]
article-paragraph: THE MENTOR of HEALTH, a Medical Work on Nervous Debility, and those Diseases of the Generative System, resulting from Excess, Infection, or Imprudence. With OBSERVATIONS ON MARRIAGE, and certain disqualifications, together with treatment for diseases of the Generative Organs, by S. S. Turner and Co., Consulting Surgeons. [62, 1175, 258, 1251]
column-divider [1104, 96, 1105, 2141]
